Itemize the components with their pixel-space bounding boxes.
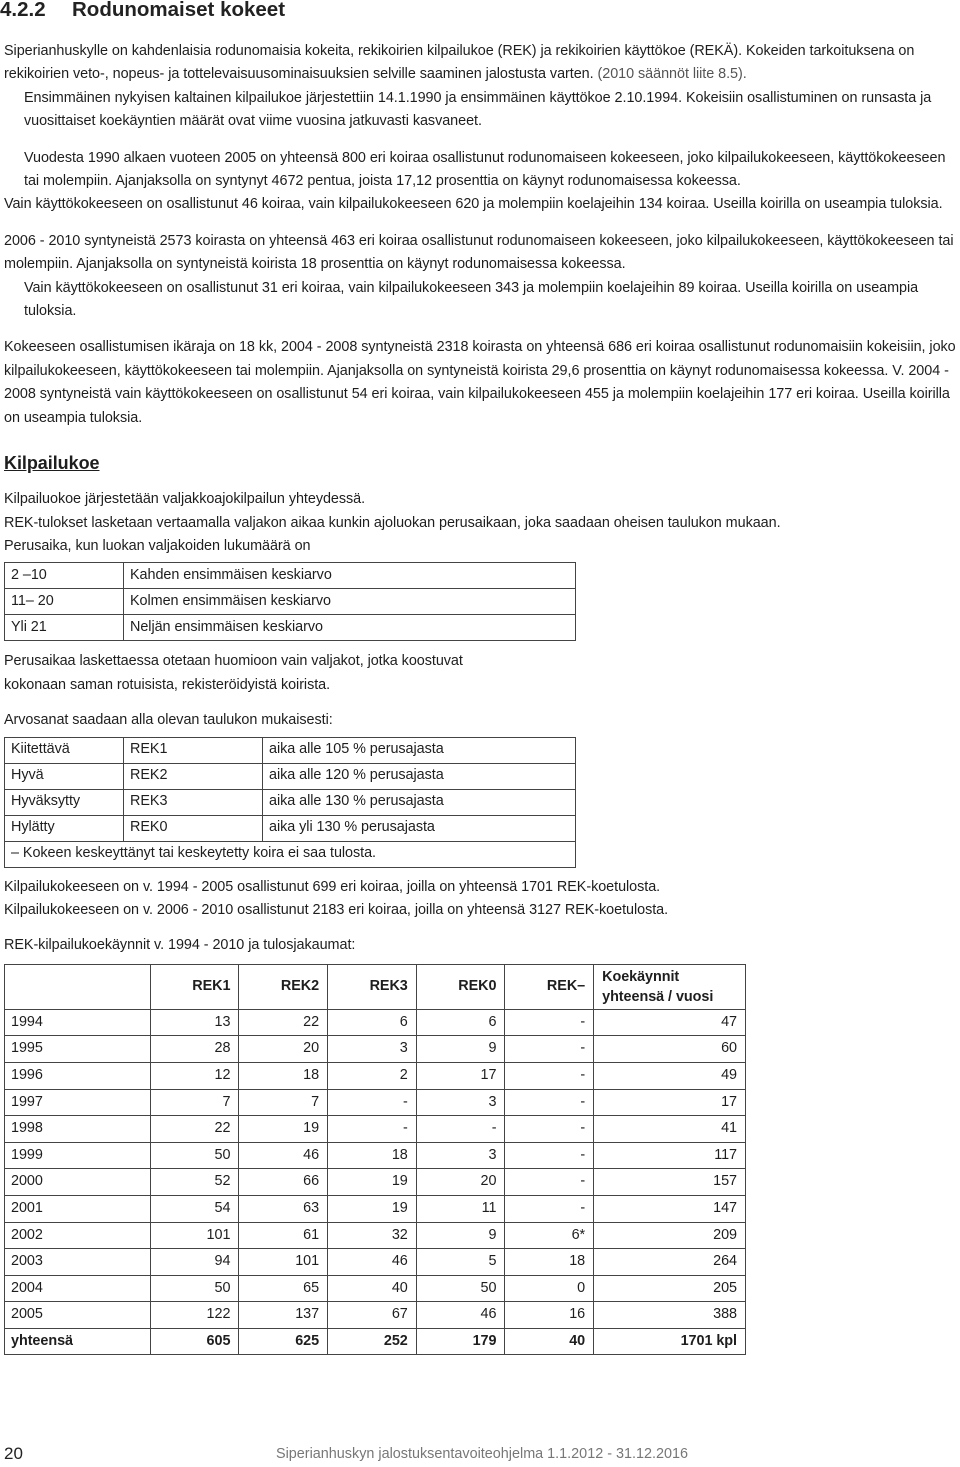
stats-paragraph-5: Kokeeseen osallistumisen ikäraja on 18 kk, 2004 - 2008 syntyneistä 2318 koirasta on yhteensä 686 eri koiraa osallistunut rodunomaisiin kokeisiin, joko kilpailukokeeseen, käyttökokeeseen tai molempiin. Ajanjaksolla on syntyneistä koirista 29,6 prosenttia on käynyt rodunomaisessa kokeessa. V. 2004 - 2008 syntyneistä vain käyttökokeeseen on osallistunut 54 eri koiraa, vain kilpailukokeeseen 455 ja molempiin koelajeihin 177 eri koiraa. Useilla koirilla on useampia tuloksia. (4, 339, 956, 426)
table-cell: 50 (150, 1275, 239, 1302)
total-row (5, 1328, 746, 1355)
table-cell: 63 (239, 1195, 328, 1222)
grade-code: REK1 (124, 737, 263, 763)
basetime-rule: Kolmen ensimmäisen keskiarvo (124, 589, 576, 615)
table-row (5, 1275, 746, 1302)
section-title: Rodunomaiset kokeet (72, 0, 286, 21)
table-cell: 122 (150, 1302, 239, 1329)
table-row (5, 1222, 746, 1249)
grade-code: REK2 (124, 763, 263, 789)
table-cell: 67 (328, 1302, 417, 1329)
grade-rule: aika alle 105 % perusajasta (263, 737, 576, 763)
table-cell: 66 (239, 1169, 328, 1196)
table-cell: 32 (328, 1222, 417, 1249)
basetime-row (5, 589, 576, 615)
table-cell: 52 (150, 1169, 239, 1196)
basetime-rule: Kahden ensimmäisen keskiarvo (124, 563, 576, 589)
table-cell: 209 (594, 1222, 746, 1249)
table-cell: 60 (594, 1036, 746, 1063)
column-header (5, 964, 151, 1009)
table-cell: 65 (239, 1275, 328, 1302)
table-cell: 16 (505, 1302, 594, 1329)
table-cell: 6 (328, 1009, 417, 1036)
table-cell: 49 (594, 1062, 746, 1089)
table-row (5, 1249, 746, 1276)
table-cell: - (505, 1195, 594, 1222)
basetime-range: Yli 21 (5, 615, 124, 641)
row-year: 1997 (5, 1089, 151, 1116)
participation-1994-2005: Kilpailukokeeseen on v. 1994 - 2005 osallistunut 699 eri koiraa, joilla on yhteensä 1701 REK-koetulosta. (4, 878, 661, 895)
grade-name: Kiitettävä (5, 737, 124, 763)
grades-table (4, 737, 576, 868)
column-header: REK– (505, 964, 594, 1009)
table-cell: 147 (594, 1195, 746, 1222)
grade-name: Hyväksytty (5, 789, 124, 815)
table-row (5, 1009, 746, 1036)
table-cell: - (505, 1116, 594, 1143)
basetime-range: 2 –10 (5, 563, 124, 589)
table-cell: 5 (416, 1249, 505, 1276)
basetime-note-line-2: kokonaan saman rotuisista, rekisteröidyistä koirista. (4, 676, 331, 693)
table-cell: 28 (150, 1036, 239, 1063)
basetime-row (5, 563, 576, 589)
kilpailukoe-paragraph-1: Kilpailuokoe järjestetään valjakkoajokilpailun yhteydessä. (4, 491, 366, 508)
table-cell: 101 (239, 1249, 328, 1276)
table-cell: 18 (239, 1062, 328, 1089)
table-cell: - (505, 1009, 594, 1036)
total-cell: 40 (505, 1328, 594, 1355)
table-cell: 17 (594, 1089, 746, 1116)
grade-code: REK3 (124, 789, 263, 815)
results-header-row (5, 964, 746, 1009)
table-cell: 101 (150, 1222, 239, 1249)
table-cell: 12 (150, 1062, 239, 1089)
intro-paragraph-1: Siperianhuskylle on kahdenlaisia rodunomaisia kokeita, rekikoirien kilpailukoe (REK) ja rekikoirien käyttökoe (REKÄ). Kokeiden tarkoituksena on rekikoirien veto-, nopeus- ja tottelevaisuusominaisuuksien selville saaminen jalostusta varten. (2010 säännöt liite 8.5). (4, 43, 915, 83)
table-cell: 46 (328, 1249, 417, 1276)
table-cell: 6* (505, 1222, 594, 1249)
table-cell: 54 (150, 1195, 239, 1222)
table-cell: 18 (505, 1249, 594, 1276)
row-year: 1996 (5, 1062, 151, 1089)
stats-paragraph-2: Vain käyttökokeeseen on osallistunut 46 koiraa, vain kilpailukokeeseen 620 ja molempiin koelajeihin 134 koiraa. Useilla koirilla on useampia tuloksia. (4, 196, 943, 213)
stats-paragraph-1: Vuodesta 1990 alkaen vuoteen 2005 on yhteensä 800 eri koiraa osallistunut rodunomaiseen kokeeseen, joko kilpailukokeeseen, käyttökokeeseen tai molempiin. Ajanjaksolla on syntynyt 4672 pentua, joista 17,12 prosenttia on käynyt rodunomaisessa kokeessa. (24, 149, 946, 190)
table-cell: 19 (239, 1116, 328, 1143)
row-year: 2005 (5, 1302, 151, 1329)
basetime-note-line-1: Perusaikaa laskettaessa otetaan huomioon vain valjakot, jotka koostuvat (4, 653, 463, 670)
table-cell: 22 (150, 1116, 239, 1143)
table-cell: 7 (239, 1089, 328, 1116)
table-cell: - (328, 1116, 417, 1143)
table-cell: 9 (416, 1222, 505, 1249)
table-cell: 46 (239, 1142, 328, 1169)
column-header: REK2 (239, 964, 328, 1009)
table-cell: 47 (594, 1009, 746, 1036)
section-heading (0, 0, 285, 22)
table-cell: 3 (416, 1142, 505, 1169)
table-cell: 137 (239, 1302, 328, 1329)
table-cell: 3 (328, 1036, 417, 1063)
table-row (5, 1036, 746, 1063)
results-table-caption: REK-kilpailukoekäynnit v. 1994 - 2010 ja tulosjakaumat: (4, 937, 356, 954)
table-cell: 22 (239, 1009, 328, 1036)
table-cell: 13 (150, 1009, 239, 1036)
stats-paragraph-3: 2006 - 2010 syntyneistä 2573 koirasta on yhteensä 463 eri koiraa osallistunut rodunomaiseen kokeeseen, joko kilpailukokeeseen, käyttökokeeseen tai molempiin. Ajanjaksolla on syntyneistä koirista 18 prosenttia on käynyt rodunomaisessa kokeessa. (4, 232, 954, 273)
table-cell: 11 (416, 1195, 505, 1222)
section-number: 4.2.2 (0, 0, 46, 21)
grade-rule: aika yli 130 % perusajasta (263, 815, 576, 841)
table-row (5, 1169, 746, 1196)
kilpailukoe-paragraph-2: REK-tulokset lasketaan vertaamalla valjakon aikaa kunkin ajoluokan perusaikaan, joka saadaan oheisen taulukon mukaan. (4, 514, 781, 531)
stats-paragraph-4: Vain käyttökokeeseen on osallistunut 31 eri koiraa, vain kilpailukokeeseen 343 ja molempiin koelajeihin 89 koiraa. Useilla koirilla on useampia tuloksia. (24, 279, 919, 320)
table-cell: - (505, 1089, 594, 1116)
table-cell: 9 (416, 1036, 505, 1063)
total-label: yhteensä (5, 1328, 151, 1355)
table-cell: 18 (328, 1142, 417, 1169)
grade-row (5, 789, 576, 815)
row-year: 2000 (5, 1169, 151, 1196)
column-header: REK3 (328, 964, 417, 1009)
table-cell: 50 (416, 1275, 505, 1302)
row-year: 2002 (5, 1222, 151, 1249)
table-cell: 7 (150, 1089, 239, 1116)
table-cell: - (505, 1036, 594, 1063)
table-cell: 117 (594, 1142, 746, 1169)
table-cell: 94 (150, 1249, 239, 1276)
table-cell: 0 (505, 1275, 594, 1302)
grade-name: Hyvä (5, 763, 124, 789)
table-cell: 50 (150, 1142, 239, 1169)
grade-row (5, 737, 576, 763)
basetime-row (5, 615, 576, 641)
table-cell: - (505, 1062, 594, 1089)
table-cell: 61 (239, 1222, 328, 1249)
table-cell: 6 (416, 1009, 505, 1036)
table-cell: 205 (594, 1275, 746, 1302)
rules-reference: (2010 säännöt liite 8.5). (597, 66, 747, 83)
table-row (5, 1116, 746, 1143)
grade-name: Hylätty (5, 815, 124, 841)
table-cell: 19 (328, 1169, 417, 1196)
results-table (4, 964, 746, 1356)
row-year: 2003 (5, 1249, 151, 1276)
table-cell: 388 (594, 1302, 746, 1329)
kilpailukoe-heading: Kilpailukoe (4, 453, 100, 474)
grade-row (5, 763, 576, 789)
row-year: 1995 (5, 1036, 151, 1063)
table-cell: 157 (594, 1169, 746, 1196)
table-row (5, 1062, 746, 1089)
total-cell: 605 (150, 1328, 239, 1355)
participation-2006-2010: Kilpailukokeeseen on v. 2006 - 2010 osallistunut 2183 eri koiraa, joilla on yhteensä 3127 REK-koetulosta. (4, 901, 669, 918)
table-cell: 264 (594, 1249, 746, 1276)
grades-intro: Arvosanat saadaan alla olevan taulukon mukaisesti: (4, 712, 333, 729)
row-year: 2001 (5, 1195, 151, 1222)
total-cell: 625 (239, 1328, 328, 1355)
basetime-intro: Perusaika, kun luokan valjakoiden lukumäärä on (4, 537, 311, 554)
grade-rule: aika alle 130 % perusajasta (263, 789, 576, 815)
table-cell: 2 (328, 1062, 417, 1089)
body-text (4, 40, 956, 1355)
column-header: REK1 (150, 964, 239, 1009)
table-cell: 20 (416, 1169, 505, 1196)
row-year: 1998 (5, 1116, 151, 1143)
table-cell: 17 (416, 1062, 505, 1089)
table-cell: 46 (416, 1302, 505, 1329)
page-number: 20 (4, 1444, 23, 1463)
row-year: 2004 (5, 1275, 151, 1302)
table-row (5, 1195, 746, 1222)
table-cell: 3 (416, 1089, 505, 1116)
grade-note: – Kokeen keskeyttänyt tai keskeytetty koira ei saa tulosta. (5, 841, 576, 867)
total-cell: 179 (416, 1328, 505, 1355)
total-cell: 1701 kpl (594, 1328, 746, 1355)
table-row (5, 1302, 746, 1329)
table-row (5, 1142, 746, 1169)
column-header: Koekäynnit yhteensä / vuosi (594, 964, 746, 1009)
basetime-table (4, 562, 576, 641)
table-row (5, 1089, 746, 1116)
grade-note-row (5, 841, 576, 867)
grade-code: REK0 (124, 815, 263, 841)
intro-paragraph-2: Ensimmäinen nykyisen kaltainen kilpailukoe järjestettiin 14.1.1990 ja ensimmäinen käyttökoe 2.10.1994. Kokeisiin osallistuminen on runsasta ja vuosittaiset koekäyntien määrät ovat viime vuosina jatkuvasti kasvaneet. (24, 89, 932, 130)
table-cell: - (416, 1116, 505, 1143)
basetime-range: 11– 20 (5, 589, 124, 615)
table-cell: 19 (328, 1195, 417, 1222)
table-cell: - (328, 1089, 417, 1116)
row-year: 1994 (5, 1009, 151, 1036)
row-year: 1999 (5, 1142, 151, 1169)
page-footer (0, 1440, 960, 1467)
grade-rule: aika alle 120 % perusajasta (263, 763, 576, 789)
table-cell: 40 (328, 1275, 417, 1302)
table-cell: - (505, 1169, 594, 1196)
column-header: REK0 (416, 964, 505, 1009)
table-cell: - (505, 1142, 594, 1169)
table-cell: 41 (594, 1116, 746, 1143)
footer-title: Siperianhuskyn jalostuksentavoiteohjelma 1.1.2012 - 31.12.2016 (276, 1446, 689, 1462)
total-cell: 252 (328, 1328, 417, 1355)
basetime-rule: Neljän ensimmäisen keskiarvo (124, 615, 576, 641)
table-cell: 20 (239, 1036, 328, 1063)
grade-row (5, 815, 576, 841)
